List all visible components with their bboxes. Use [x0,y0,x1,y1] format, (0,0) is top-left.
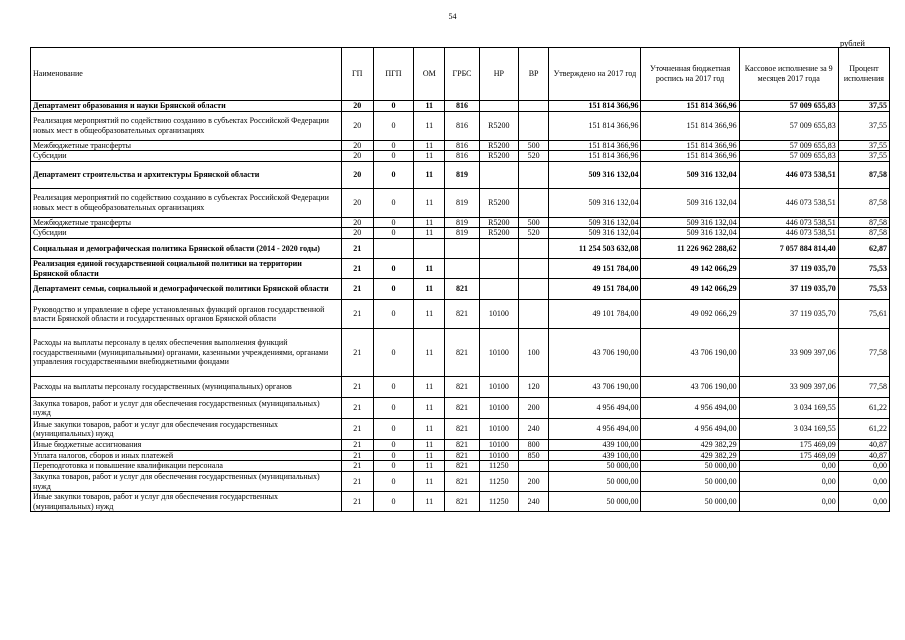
header-np: НР [479,48,518,101]
cell-gp: 21 [341,258,373,278]
cell-vr [518,161,549,188]
cell-np: 10100 [479,377,518,398]
cell-approved: 50 000,00 [549,461,641,472]
cell-om: 11 [414,279,445,300]
cell-grbs: 821 [445,461,480,472]
cell-np [479,238,518,258]
table-row [31,140,890,151]
cell-refined: 49 142 066,29 [641,279,739,300]
cell-name: Субсидии [31,151,342,162]
cell-percent: 77,58 [838,329,889,377]
cell-np [479,101,518,112]
cell-vr [518,461,549,472]
cell-grbs: 819 [445,188,480,217]
cell-gp: 21 [341,300,373,329]
cell-gp: 20 [341,140,373,151]
table-row [31,461,890,472]
cell-refined: 11 226 962 288,62 [641,238,739,258]
cell-percent: 75,61 [838,300,889,329]
cell-cash: 3 034 169,55 [739,398,838,419]
cell-np: R5200 [479,140,518,151]
cell-vr [518,188,549,217]
cell-percent: 61,22 [838,419,889,440]
cell-percent: 37,55 [838,111,889,140]
cell-grbs: 821 [445,377,480,398]
budget-table [30,47,890,512]
cell-gp: 21 [341,279,373,300]
cell-grbs: 821 [445,492,480,512]
cell-grbs: 816 [445,101,480,112]
cell-gp: 21 [341,329,373,377]
cell-cash: 57 009 655,83 [739,140,838,151]
cell-cash: 0,00 [739,461,838,472]
cell-percent: 87,58 [838,228,889,239]
cell-approved: 151 814 366,96 [549,140,641,151]
cell-refined: 509 316 132,04 [641,228,739,239]
cell-name: Переподготовка и повышение квалификации персонала [31,461,342,472]
cell-vr [518,101,549,112]
cell-gp: 21 [341,492,373,512]
cell-om: 11 [414,492,445,512]
cell-percent: 40,87 [838,440,889,451]
cell-vr: 520 [518,151,549,162]
cell-grbs [445,238,480,258]
cell-pgp: 0 [373,217,414,228]
table-row [31,101,890,112]
cell-np: 10100 [479,329,518,377]
cell-vr: 120 [518,377,549,398]
header-pgp: ПГП [373,48,414,101]
cell-percent: 62,87 [838,238,889,258]
cell-grbs: 821 [445,300,480,329]
cell-name: Реализация мероприятий по содействию созданию в субъектах Российской Федерации новых мест в общеобразовательных организациях [31,111,342,140]
cell-approved: 43 706 190,00 [549,329,641,377]
cell-pgp: 0 [373,151,414,162]
cell-om: 11 [414,161,445,188]
cell-om: 11 [414,217,445,228]
cell-vr: 520 [518,228,549,239]
cell-np: 10100 [479,450,518,461]
cell-pgp: 0 [373,419,414,440]
cell-vr: 500 [518,140,549,151]
cell-gp: 21 [341,450,373,461]
cell-om: 11 [414,377,445,398]
cell-pgp: 0 [373,450,414,461]
cell-vr [518,111,549,140]
cell-percent: 75,53 [838,258,889,278]
cell-gp: 20 [341,101,373,112]
cell-om: 11 [414,471,445,491]
cell-vr [518,279,549,300]
cell-np: R5200 [479,217,518,228]
cell-name: Иные бюджетные ассигнования [31,440,342,451]
header-name: Наименование [31,48,342,101]
cell-gp: 21 [341,471,373,491]
cell-gp: 20 [341,217,373,228]
unit-label: рублей [840,38,865,48]
cell-refined: 4 956 494,00 [641,419,739,440]
cell-name: Руководство и управление в сфере установленных функций органов государственной власти Брянской области и государственных органов Брянской области [31,300,342,329]
cell-np: R5200 [479,188,518,217]
cell-cash: 446 073 538,51 [739,228,838,239]
table-row [31,300,890,329]
cell-grbs: 821 [445,329,480,377]
cell-name: Закупка товаров, работ и услуг для обеспечения государственных (муниципальных) нужд [31,471,342,491]
table-row [31,279,890,300]
cell-pgp: 0 [373,471,414,491]
cell-om: 11 [414,151,445,162]
cell-om: 11 [414,419,445,440]
cell-percent: 40,87 [838,450,889,461]
cell-refined: 50 000,00 [641,471,739,491]
cell-pgp: 0 [373,440,414,451]
cell-percent: 37,55 [838,140,889,151]
cell-refined: 151 814 366,96 [641,111,739,140]
cell-cash: 57 009 655,83 [739,101,838,112]
cell-om: 11 [414,111,445,140]
cell-name: Расходы на выплаты персоналу государственных (муниципальных) органов [31,377,342,398]
table-row [31,377,890,398]
table-row [31,217,890,228]
table-row [31,228,890,239]
cell-refined: 43 706 190,00 [641,377,739,398]
cell-name: Уплата налогов, сборов и иных платежей [31,450,342,461]
cell-cash: 37 119 035,70 [739,279,838,300]
table-row [31,492,890,512]
cell-grbs [445,258,480,278]
cell-om: 11 [414,101,445,112]
cell-gp: 21 [341,419,373,440]
cell-name: Реализация мероприятий по содействию созданию в субъектах Российской Федерации новых мест в общеобразовательных организациях [31,188,342,217]
cell-pgp: 0 [373,329,414,377]
cell-pgp: 0 [373,492,414,512]
cell-pgp: 0 [373,228,414,239]
cell-name: Межбюджетные трансферты [31,217,342,228]
cell-pgp: 0 [373,398,414,419]
header-grbs: ГРБС [445,48,480,101]
cell-refined: 509 316 132,04 [641,188,739,217]
cell-np: R5200 [479,228,518,239]
cell-gp: 20 [341,161,373,188]
cell-grbs: 821 [445,398,480,419]
cell-gp: 20 [341,188,373,217]
cell-om: 11 [414,228,445,239]
cell-vr: 200 [518,471,549,491]
cell-name: Иные закупки товаров, работ и услуг для обеспечения государственных (муниципальных) нужд [31,492,342,512]
cell-gp: 21 [341,377,373,398]
cell-refined: 50 000,00 [641,461,739,472]
cell-cash: 446 073 538,51 [739,188,838,217]
cell-grbs: 821 [445,279,480,300]
cell-refined: 50 000,00 [641,492,739,512]
cell-np: R5200 [479,151,518,162]
cell-pgp [373,238,414,258]
cell-cash: 57 009 655,83 [739,111,838,140]
cell-percent: 0,00 [838,471,889,491]
cell-approved: 49 101 784,00 [549,300,641,329]
header-gp: ГП [341,48,373,101]
cell-pgp: 0 [373,461,414,472]
header-om: ОМ [414,48,445,101]
cell-np: R5200 [479,111,518,140]
cell-approved: 509 316 132,04 [549,188,641,217]
cell-grbs: 819 [445,217,480,228]
cell-gp: 21 [341,440,373,451]
cell-approved: 49 151 784,00 [549,279,641,300]
table-row [31,419,890,440]
cell-percent: 37,55 [838,101,889,112]
cell-percent: 0,00 [838,492,889,512]
cell-name: Департамент образования и науки Брянской области [31,101,342,112]
cell-np: 10100 [479,398,518,419]
cell-name: Реализация единой государственной социальной политики на территории Брянской области [31,258,342,278]
header-refined: Уточненная бюджетная роспись на 2017 год [641,48,739,101]
cell-pgp: 0 [373,111,414,140]
cell-pgp: 0 [373,279,414,300]
table-row [31,440,890,451]
cell-approved: 50 000,00 [549,492,641,512]
cell-np [479,161,518,188]
cell-approved: 4 956 494,00 [549,398,641,419]
cell-refined: 49 092 066,29 [641,300,739,329]
cell-percent: 0,00 [838,461,889,472]
cell-cash: 33 909 397,06 [739,329,838,377]
page-number: 54 [448,12,457,21]
cell-vr: 240 [518,492,549,512]
header-approved: Утверждено на 2017 год [549,48,641,101]
cell-pgp: 0 [373,258,414,278]
table-row [31,450,890,461]
cell-om: 11 [414,329,445,377]
cell-percent: 77,58 [838,377,889,398]
cell-om: 11 [414,140,445,151]
cell-approved: 11 254 503 632,08 [549,238,641,258]
cell-vr [518,258,549,278]
cell-name: Департамент семьи, социальной и демографической политики Брянской области [31,279,342,300]
cell-om: 11 [414,461,445,472]
cell-approved: 509 316 132,04 [549,217,641,228]
cell-gp: 20 [341,228,373,239]
cell-refined: 151 814 366,96 [641,151,739,162]
table-row [31,258,890,278]
table-row [31,161,890,188]
cell-approved: 50 000,00 [549,471,641,491]
cell-cash: 0,00 [739,471,838,491]
cell-np: 11250 [479,461,518,472]
cell-np: 10100 [479,300,518,329]
cell-approved: 43 706 190,00 [549,377,641,398]
cell-grbs: 816 [445,151,480,162]
cell-vr: 500 [518,217,549,228]
cell-grbs: 821 [445,419,480,440]
cell-refined: 151 814 366,96 [641,140,739,151]
cell-cash: 37 119 035,70 [739,300,838,329]
cell-om [414,238,445,258]
cell-grbs: 816 [445,111,480,140]
cell-percent: 87,58 [838,217,889,228]
cell-gp: 21 [341,398,373,419]
cell-om: 11 [414,440,445,451]
cell-name: Субсидии [31,228,342,239]
cell-vr: 240 [518,419,549,440]
cell-cash: 446 073 538,51 [739,161,838,188]
cell-refined: 509 316 132,04 [641,161,739,188]
cell-vr [518,300,549,329]
cell-name: Социальная и демографическая политика Брянской области (2014 - 2020 годы) [31,238,342,258]
cell-vr: 200 [518,398,549,419]
header-cash: Кассовое исполнение за 9 месяцев 2017 года [739,48,838,101]
cell-om: 11 [414,258,445,278]
cell-percent: 61,22 [838,398,889,419]
cell-np: 11250 [479,492,518,512]
table-row [31,471,890,491]
table-row [31,329,890,377]
cell-refined: 429 382,29 [641,440,739,451]
header-vr: ВР [518,48,549,101]
cell-gp: 21 [341,461,373,472]
cell-cash: 7 057 884 814,40 [739,238,838,258]
cell-pgp: 0 [373,377,414,398]
cell-om: 11 [414,300,445,329]
cell-approved: 509 316 132,04 [549,161,641,188]
cell-approved: 439 100,00 [549,440,641,451]
cell-grbs: 821 [445,471,480,491]
table-body [31,101,890,512]
cell-gp: 20 [341,111,373,140]
cell-gp: 21 [341,238,373,258]
cell-approved: 49 151 784,00 [549,258,641,278]
cell-refined: 49 142 066,29 [641,258,739,278]
cell-np: 11250 [479,471,518,491]
table-row [31,188,890,217]
cell-name: Межбюджетные трансферты [31,140,342,151]
cell-name: Расходы на выплаты персоналу в целях обеспечения выполнения функций государственными (муниципальными) органами, казенными учреждениями, органами управления государственными внебюджетными фондами [31,329,342,377]
cell-grbs: 821 [445,440,480,451]
cell-grbs: 819 [445,228,480,239]
table-row [31,238,890,258]
cell-approved: 439 100,00 [549,450,641,461]
cell-pgp: 0 [373,101,414,112]
cell-np: 10100 [479,419,518,440]
cell-vr: 800 [518,440,549,451]
cell-np [479,258,518,278]
table-header-row [31,48,890,101]
header-percent: Процент исполнения [838,48,889,101]
cell-approved: 151 814 366,96 [549,151,641,162]
cell-cash: 0,00 [739,492,838,512]
cell-gp: 20 [341,151,373,162]
cell-refined: 151 814 366,96 [641,101,739,112]
cell-pgp: 0 [373,300,414,329]
cell-approved: 151 814 366,96 [549,111,641,140]
cell-name: Департамент строительства и архитектуры Брянской области [31,161,342,188]
cell-refined: 43 706 190,00 [641,329,739,377]
cell-cash: 446 073 538,51 [739,217,838,228]
cell-om: 11 [414,398,445,419]
cell-refined: 4 956 494,00 [641,398,739,419]
cell-cash: 57 009 655,83 [739,151,838,162]
cell-cash: 37 119 035,70 [739,258,838,278]
cell-vr: 100 [518,329,549,377]
table-row [31,398,890,419]
cell-grbs: 821 [445,450,480,461]
cell-percent: 87,58 [838,188,889,217]
cell-pgp: 0 [373,188,414,217]
cell-pgp: 0 [373,161,414,188]
cell-om: 11 [414,188,445,217]
cell-grbs: 819 [445,161,480,188]
cell-refined: 429 382,29 [641,450,739,461]
table-row [31,111,890,140]
cell-np [479,279,518,300]
cell-approved: 4 956 494,00 [549,419,641,440]
cell-name: Иные закупки товаров, работ и услуг для обеспечения государственных (муниципальных) нужд [31,419,342,440]
cell-np: 10100 [479,440,518,451]
cell-cash: 3 034 169,55 [739,419,838,440]
cell-cash: 175 469,09 [739,440,838,451]
cell-vr [518,238,549,258]
cell-percent: 37,55 [838,151,889,162]
cell-cash: 175 469,09 [739,450,838,461]
table-row [31,151,890,162]
cell-name: Закупка товаров, работ и услуг для обеспечения государственных (муниципальных) нужд [31,398,342,419]
cell-cash: 33 909 397,06 [739,377,838,398]
cell-approved: 509 316 132,04 [549,228,641,239]
cell-percent: 87,58 [838,161,889,188]
cell-percent: 75,53 [838,279,889,300]
cell-vr: 850 [518,450,549,461]
cell-om: 11 [414,450,445,461]
cell-pgp: 0 [373,140,414,151]
cell-approved: 151 814 366,96 [549,101,641,112]
cell-grbs: 816 [445,140,480,151]
cell-refined: 509 316 132,04 [641,217,739,228]
